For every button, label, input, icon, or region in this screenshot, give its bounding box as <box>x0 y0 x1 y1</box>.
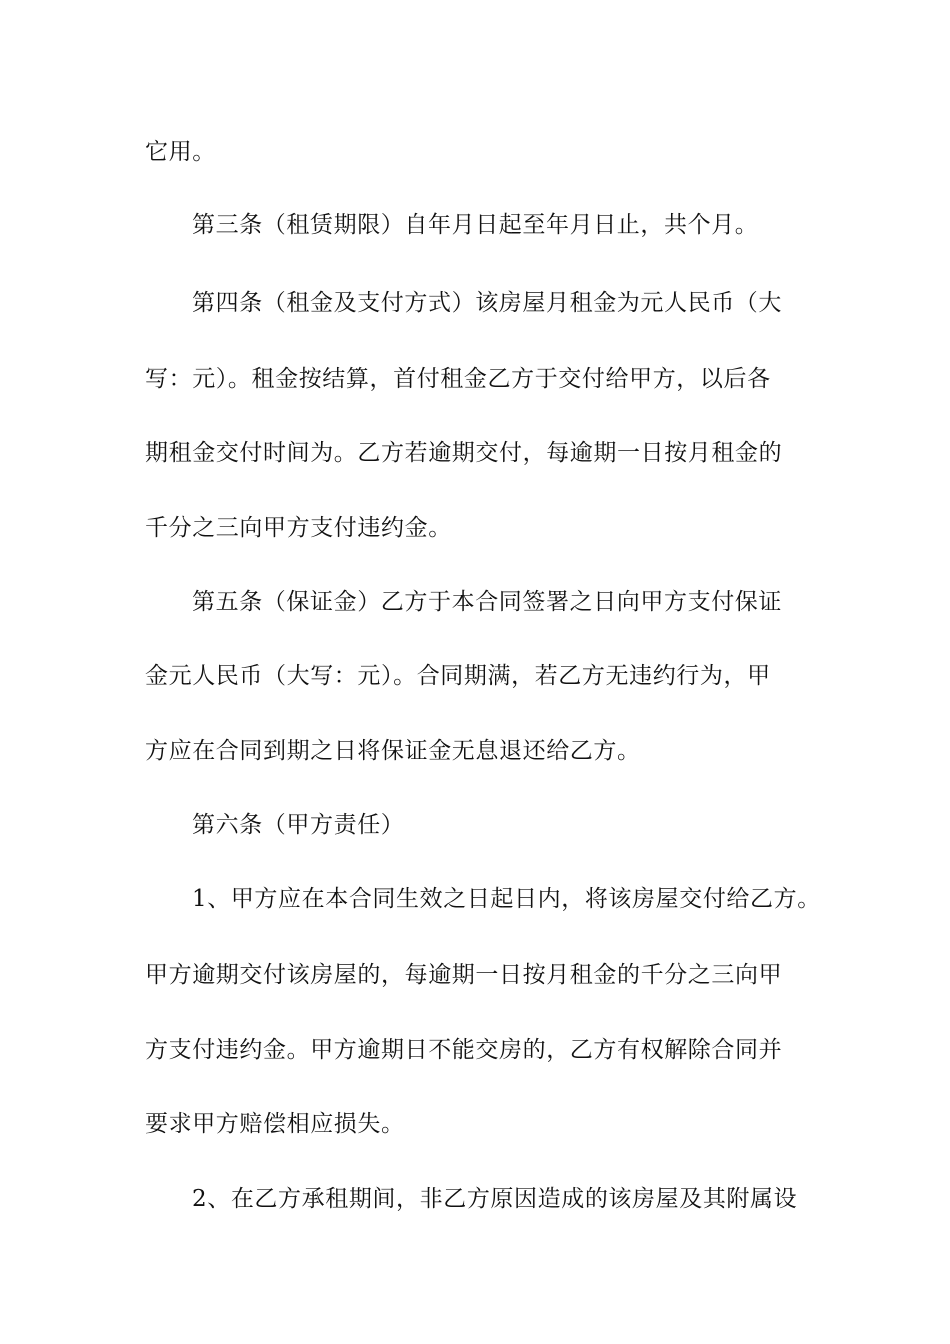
text-line: 写：元）。租金按结算，首付租金乙方于交付给甲方，以后各 <box>145 366 771 392</box>
text-line: 方支付违约金。甲方逾期日不能交房的，乙方有权解除合同并 <box>145 1037 783 1063</box>
text-line: 期租金交付时间为。乙方若逾期交付，每逾期一日按月租金的 <box>145 440 783 466</box>
clause-2-line: 2、在乙方承租期间，非乙方原因造成的该房屋及其附属设 <box>192 1186 798 1212</box>
article-5-heading-line: 第五条（保证金）乙方于本合同签署之日向甲方支付保证 <box>192 589 782 615</box>
text-line: 要求甲方赔偿相应损失。 <box>145 1111 405 1137</box>
text-line: 方应在合同到期之日将保证金无息退还给乙方。 <box>145 738 641 764</box>
clause-1-line: 1、甲方应在本合同生效之日起日内，将该房屋交付给乙方。 <box>192 886 821 912</box>
text-line: 它用。 <box>145 139 216 165</box>
text-line: 金元人民币（大写：元）。合同期满，若乙方无违约行为，甲 <box>145 663 771 689</box>
article-3-heading-line: 第三条（租赁期限）自年月日起至年月日止，共个月。 <box>192 212 759 238</box>
article-4-heading-line: 第四条（租金及支付方式）该房屋月租金为元人民币（大 <box>192 290 782 316</box>
article-6-heading-line: 第六条（甲方责任） <box>192 812 405 838</box>
text-line: 千分之三向甲方支付违约金。 <box>145 515 452 541</box>
text-line: 甲方逾期交付该房屋的，每逾期一日按月租金的千分之三向甲 <box>145 962 783 988</box>
